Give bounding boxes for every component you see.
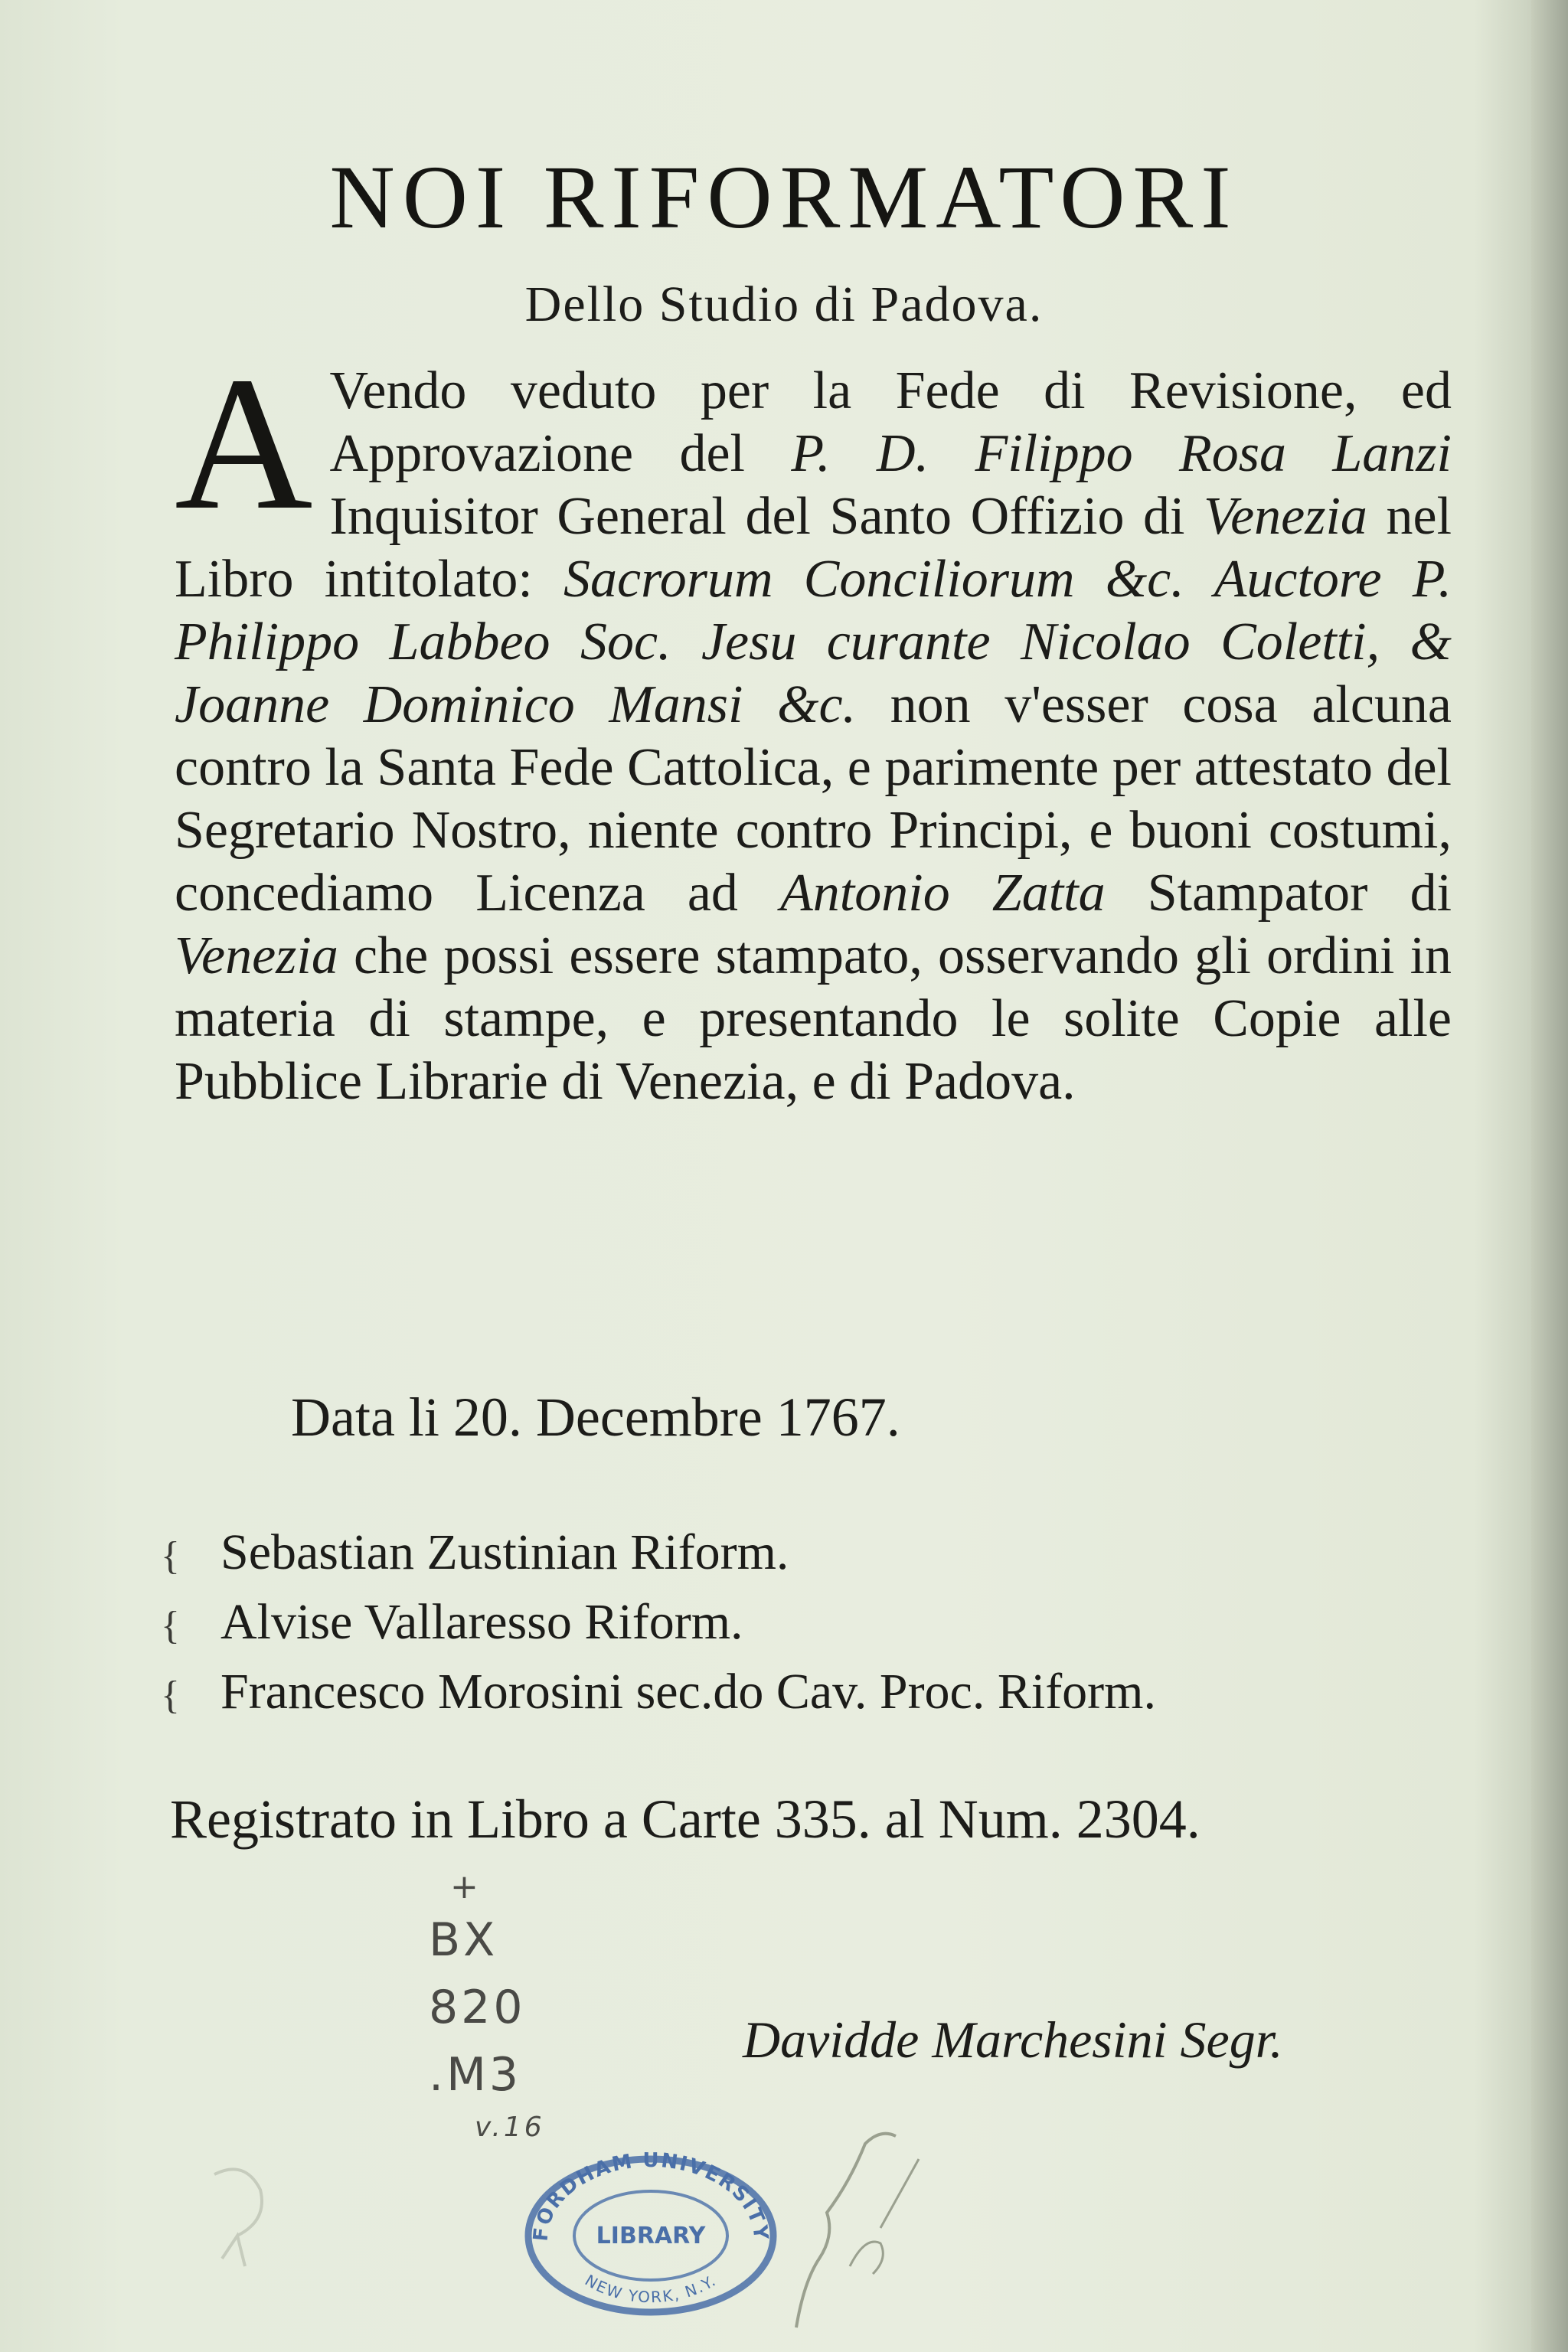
- faint-pencil-marks: [191, 2144, 345, 2312]
- shelfmark-line: .M3: [429, 2048, 522, 2102]
- text-segment: nel Libro intitolato:: [175, 487, 1452, 609]
- signer-name: Francesco Morosini sec.do Cav. Proc. Riform.: [220, 1664, 1156, 1720]
- secretary-signature: Davidde Marchesini Segr.: [743, 2011, 1283, 2069]
- brace-mark: {: [161, 1604, 180, 1648]
- handwritten-shelfmark: [429, 1868, 582, 2147]
- signer-name: Sebastian Zustinian Riform.: [220, 1524, 789, 1580]
- shelfmark-volume: v.16: [475, 2112, 545, 2143]
- pencil-scribble: [766, 2113, 949, 2343]
- stamp-bottom-text: NEW YORK, N.Y.: [581, 2270, 720, 2307]
- italic-name: Venezia: [175, 926, 338, 985]
- page-subtitle: Dello Studio di Padova.: [524, 276, 1044, 332]
- library-stamp: [509, 2144, 792, 2320]
- brace-mark: {: [161, 1534, 180, 1578]
- text-segment: Vendo veduto per la Fede di Revisione, ed Approvazione del: [329, 361, 1452, 483]
- text-segment: Stampator di: [1147, 864, 1452, 923]
- shelfmark-line: BX: [429, 1913, 498, 1967]
- page-gutter: [1531, 0, 1568, 2352]
- shelfmark-line: 820: [429, 1981, 526, 2034]
- text-segment: non v'esser cosa alcuna contro la Santa Fede Cattolica, e parimente per attestato del Segretario Nostro, niente contro Principi, e buoni costumi, concediamo Licenza ad: [175, 675, 1452, 923]
- page-title: NOI RIFORMATORI: [329, 147, 1239, 247]
- italic-book-title: Sacrorum Conciliorum &c. Auctore P. Philippo Labbeo Soc. Jesu curante Nicolao Coletti, & Joanne Dominico Mansi &c.: [175, 550, 1452, 734]
- brace-mark: {: [161, 1674, 180, 1717]
- date-line: Data li 20. Decembre 1767.: [291, 1387, 900, 1448]
- signer-row: [161, 1659, 1508, 1729]
- signer-name: Alvise Vallaresso Riform.: [220, 1594, 743, 1650]
- text-segment: Inquisitor General del Santo Offizio di: [329, 487, 1185, 546]
- drop-cap: A: [175, 338, 313, 550]
- italic-name: Venezia: [1204, 487, 1367, 546]
- italic-name: P. D. Filippo Rosa Lanzi: [791, 424, 1452, 483]
- signers-list: [161, 1520, 1508, 1729]
- license-text: [175, 338, 1452, 1113]
- registration-line: Registrato in Libro a Carte 335. al Num. 2304.: [170, 1788, 1200, 1850]
- svg-text:NEW YORK, N.Y.: [582, 2271, 720, 2306]
- shelfmark-plus: +: [450, 1867, 482, 1906]
- italic-name: Antonio Zatta: [780, 864, 1106, 923]
- stamp-middle-text: LIBRARY: [596, 2223, 706, 2249]
- signer-row: [161, 1520, 1508, 1589]
- stamp-top-text: FORDHAM UNIVERSITY: [529, 2148, 773, 2243]
- text-segment: che possi essere stampato, osservando gli ordini in materia di stampe, e presentando le solite Copie alle Pubblice Librarie di Venezia, e di Padova.: [175, 926, 1452, 1111]
- signer-row: [161, 1589, 1508, 1659]
